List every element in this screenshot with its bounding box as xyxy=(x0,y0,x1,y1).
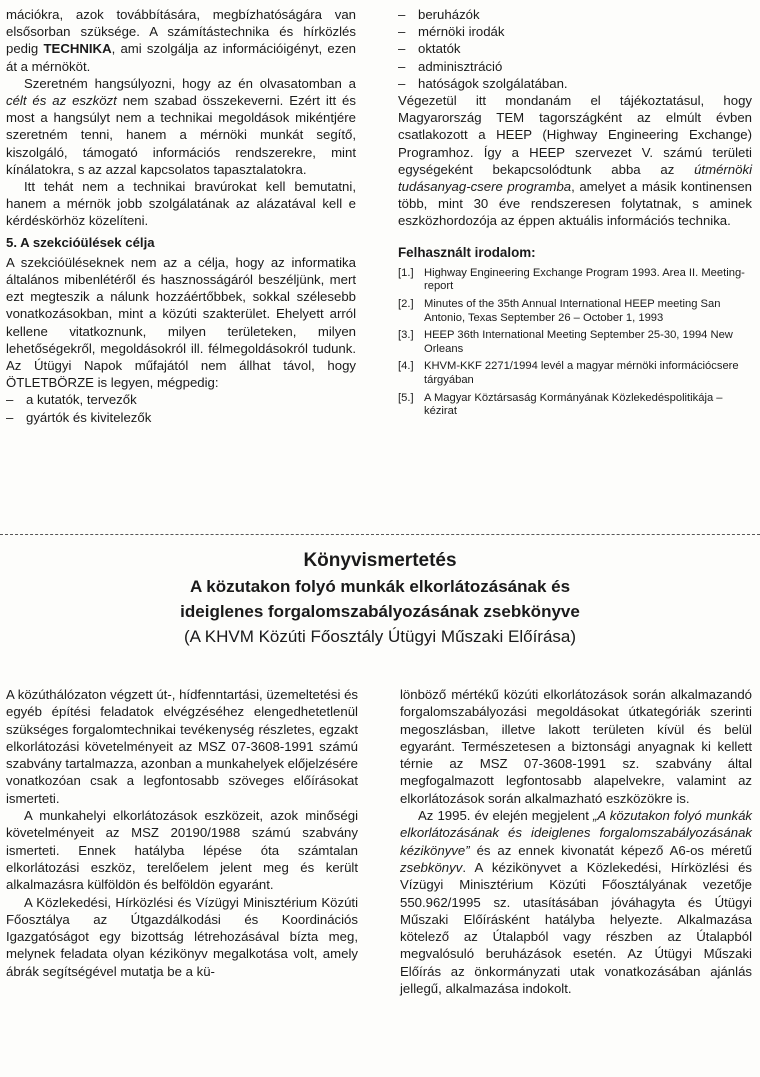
reference-item: [1.] Highway Engineering Exchange Program 1993. Area II. Meeting- report xyxy=(398,266,745,293)
list-item: – hatóságok szolgálatában. xyxy=(398,75,568,91)
list-item: – beruházók xyxy=(398,7,480,22)
top-right-column xyxy=(398,6,752,423)
section-heading: 5. A szekcióülések célja xyxy=(6,234,155,250)
references-heading: Felhasznált irodalom: xyxy=(398,244,536,260)
paragraph: Itt tehát nem a technikai bravúrokat kell bemutatni, hanem a mérnök jobb szolgálatának az alázatával kell e kérdéskörhöz közelíteni. xyxy=(6,179,356,229)
paragraph: A Közlekedési, Hírközlési és Vízügyi Minisztérium Közúti Főosztálya az Útgazdálkodási és Koordinációs Igazgatóságot egy bizottság létrehozásával bízta meg, melynek feladata olyan kézikönyv megalkotása volt, amely ábrák segítségével mutatja be a kü- xyxy=(6,894,358,979)
list-item: – a kutatók, tervezők xyxy=(6,392,137,408)
list-item: – oktatók xyxy=(398,41,461,57)
paragraph: Végezetül itt mondanám el tájékoztatásul, hogy Magyarország TEM tagországként az elmúlt évben csatlakozott a HEEP (Highway Engineering Exchange) Programhoz. Így a HEEP szervezet V. számú területi egységeként bekapcsolódtunk abba az útmérnöki tudásanyag-csere programba, amelyet a másik kontinensen több, mint 30 éve rendszeresen folytatnak, s aminek eszközhordozója az éppen aktuális információs technika. xyxy=(398,93,752,229)
paragraph: A munkahelyi elkorlátozások eszközeit, azok minőségi követelményeit az MSZ 20190/1988 számú szabvány ismerteti. Ennek hatályba lépése óta számtalan elkorlátozási eszköz, terelőelem jelent meg és került alkalmazásra külföldön és belföldön egyaránt. xyxy=(6,808,358,893)
list-item: – mérnöki irodák xyxy=(398,24,505,40)
review-source: (A KHVM Közúti Főosztály Útügyi Műszaki Előírása) xyxy=(183,627,577,646)
section-divider xyxy=(0,534,760,535)
bottom-left-column xyxy=(6,686,358,980)
reference-item: [2.] Minutes of the 35th Annual International HEEP meeting San Antonio, Texas September 26 – October 1, 1993 xyxy=(398,298,721,324)
review-subtitle: A közutakon folyó munkák elkorlátozásának és xyxy=(189,577,571,596)
bottom-right-column xyxy=(400,686,752,997)
review-title: Könyvismertetés xyxy=(303,550,457,571)
paragraph: lönböző mértékű közúti elkorlátozások során alkalmazandó forgalomszabályozási megoldásokat útkategóriák szerinti megoszlásban, illetve lakott területen kívül és belül egyaránt. Természetesen a biztonsági anyagnak ki kellett térnie az MSZ 07-3608-1991 sz. szabvány által megfogalmazott legfontosabb alapelvekre, valamint az elkorlátozások során alkalmazható eszközökre is. xyxy=(400,687,752,806)
paragraph: A közúthálózaton végzett út-, hídfenntartási, üzemeltetési és egyéb építési feladatok elvégzéséhez elengedhetetlenül szükséges forgalomtechnikai tevékenység részletes, egzakt elkorlátozási követelményeit az MSZ 07-3608-1991 számú szabvány tartalmazza, azonban a munkahelyek előjelzésére vonatkozóan csak a legfontosabb szöveges előírásokat ismerteti. xyxy=(6,687,358,806)
list-item: – adminisztráció xyxy=(398,58,503,74)
reference-item: [3.] HEEP 36th International Meeting September 25-30, 1994 New Orleans xyxy=(398,329,733,355)
paragraph: Az 1995. év elején megjelent „A közutakon folyó munkák elkorlátozásának és ideiglenes forgalomszabályozásának kézikönyve” és az ennek kivonatát képező A6-os méretű zsebkönyv. A kézikönyvet a Közlekedési, Hírközlési és Vízügyi Minisztérium Közúti Főosztályának vezetője 550.962/1995 sz. utasításában jóváhagyta és Útügyi Műszaki Előírásként hatályba helyezte. Alkalmazása kötelező az Útalapból vagy részben az Útalapból megvalósuló beruházások esetén. Az Útügyi Műszaki Előírás az önkormányzati utak vonatkozásában ajánlás jellegű, alkalmazása indokolt. xyxy=(400,808,752,997)
list-item: – gyártók és kivitelezők xyxy=(6,409,152,425)
paragraph: A szekcióüléseknek nem az a célja, hogy az informatika általános mibenlétéről és hasznosságáról beszéljünk, mert ezt megteszik a nálunk hozzáértőbbek, sokkal szélesebb vonatkozásokban, mint a közúti szakterület. Ehelyett arról kellene vitatkoznunk, milyen területeken, milyen lehetőségekről, megoldásokról ill. félmegoldásokról tudunk. Az Útügyi Napok műfajától nem állhat távol, hogy ÖTLETBÖRZE is legyen, mégpedig: xyxy=(6,254,356,391)
paragraph: mációkra, azok továbbítására, megbízhatóságára van elsősorban szüksége. A számítástechnika és hírközlés pedig TECHNIKA, ami szolgálja az információigényt, ezen át a mérnököt. xyxy=(6,7,356,74)
paragraph: Szeretném hangsúlyozni, hogy az én olvasatomban a célt és az eszközt nem szabad összekeverni. Ezért itt és most a hangsúlyt nem a technikai megoldások mikéntjére szeretném tenni, hanem a mérnöki munkát segítő, kiszolgáló, támogató információs rendszerekre, mint kínálatokra, s az azzal kapcsolatos tapasztalatokra. xyxy=(6,75,356,177)
review-subtitle: ideiglenes forgalomszabályozásának zsebkönyve xyxy=(180,602,580,621)
reference-item: [5.] A Magyar Köztársaság Kormányának Közlekedéspolitikája – kézirat xyxy=(398,391,723,418)
book-review-header xyxy=(0,548,760,649)
reference-item: [4.] KHVM-KKF 2271/1994 levél a magyar mérnöki információcsere tárgyában xyxy=(398,360,739,386)
top-left-column xyxy=(6,6,356,426)
